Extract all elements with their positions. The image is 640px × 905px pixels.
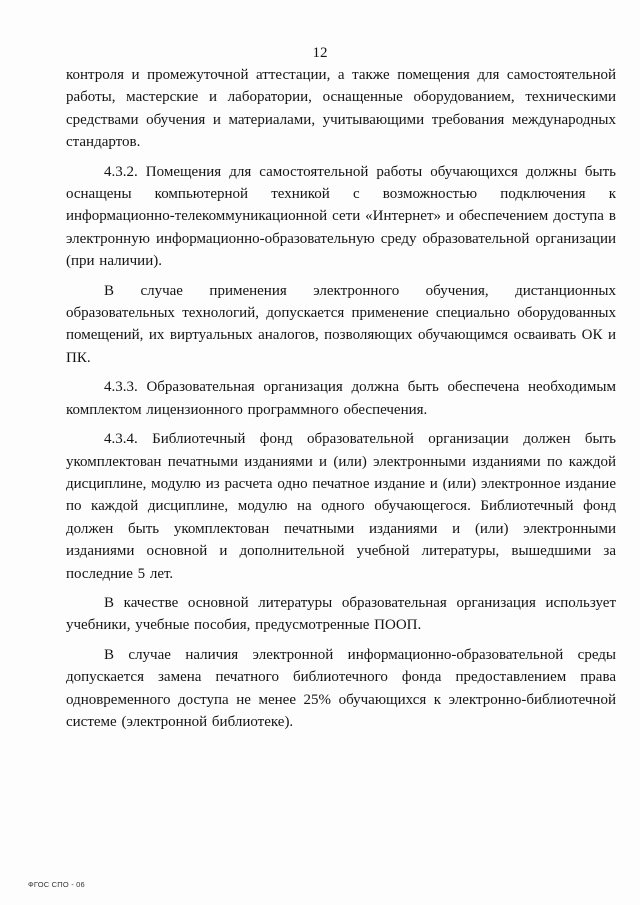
page-number: 12 — [312, 45, 328, 61]
paragraph-continuation: контроля и промежуточной аттестации, а также помещения для самостоятельной работы, мастерские и лаборатории, оснащенные оборудованием, техническими средствами обучения и материалами, учитывающими требования международных стандартов. — [66, 67, 616, 151]
paragraph-e-learning: В случае применения электронного обучения, дистанционных образовательных технологий, допускается применение специально оборудованных помещений, их виртуальных аналогов, позволяющих обучающимся осваивать ОК и ПК. — [66, 282, 616, 366]
document-body — [66, 64, 616, 740]
paragraph-main-literature: В качестве основной литературы образовательная организация использует учебники, учебные пособия, предусмотренные ПООП. — [66, 594, 616, 634]
footer-label: ФГОС СПО - 06 — [28, 880, 85, 889]
paragraph-4-3-2: 4.3.2. Помещения для самостоятельной работы обучающихся должны быть оснащены компьютерной техникой с возможностью подключения к информационно-телекоммуникационной сети «Интернет» и обеспечением доступа в электронную информационно-образовательную среду образовательной организации (при наличии). — [66, 163, 616, 270]
paragraph-4-3-4: 4.3.4. Библиотечный фонд образовательной организации должен быть укомплектован печатными изданиями и (или) электронными изданиями по каждой дисциплине, модулю из расчета одно печатное издание и (или) электронное издание по каждой дисциплине, модулю на одного обучающегося. Библиотечный фонд должен быть укомплектован печатными изданиями и (или) электронными изданиями основной и дополнительной учебной литературы, вышедшими за последние 5 лет. — [66, 431, 616, 582]
paragraph-4-3-3: 4.3.3. Образовательная организация должна быть обеспечена необходимым комплектом лицензионного программного обеспечения. — [66, 379, 616, 418]
paragraph-electronic-library: В случае наличия электронной информационно-образовательной среды допускается замена печатного библиотечного фонда предоставлением права одновременного доступа не менее 25% обучающихся к электронно-библиотечной системе (электронной библиотеке). — [66, 646, 616, 730]
